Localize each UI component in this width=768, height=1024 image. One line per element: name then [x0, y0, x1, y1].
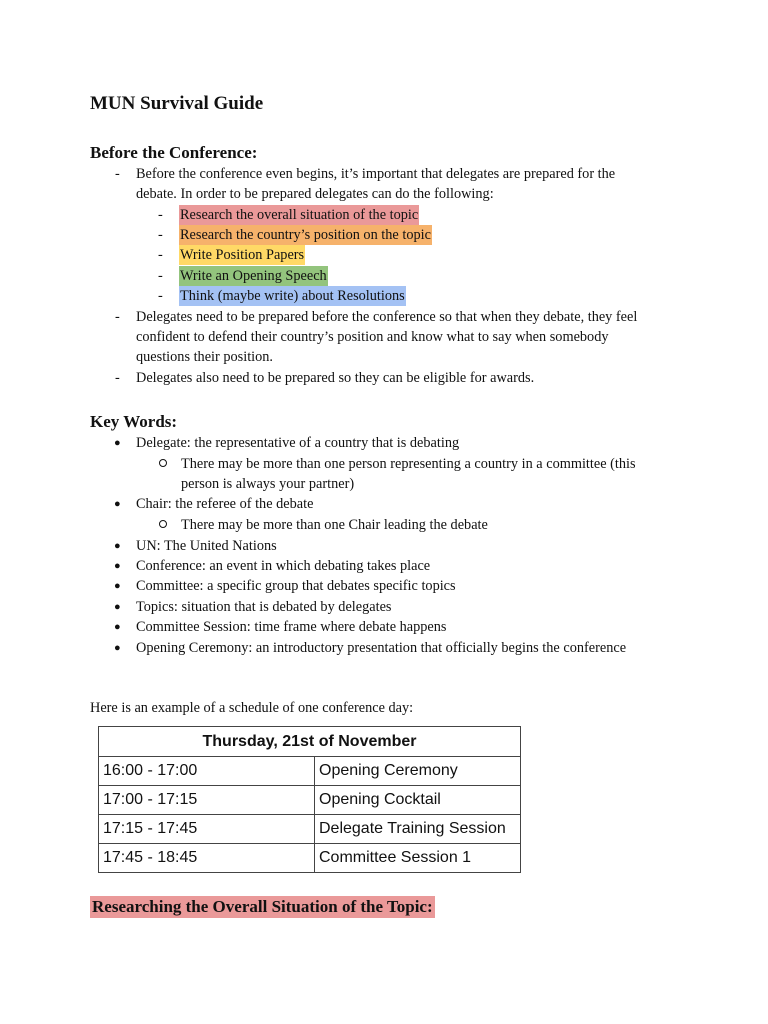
keyword-conference: Conference: an event in which debating takes place — [136, 558, 431, 574]
schedule-header-row — [99, 727, 521, 757]
dash-marker: - — [115, 166, 120, 182]
circle-bullet-icon — [159, 459, 167, 467]
paragraph-2-line-3: questions their position. — [136, 349, 274, 365]
dash-marker: - — [115, 370, 120, 386]
circle-bullet-icon — [159, 520, 167, 528]
table-row — [99, 786, 521, 815]
keyword-delegate-sub-line-2: person is always your partner) — [181, 476, 355, 492]
table-row — [99, 844, 521, 873]
schedule-time-cell: 17:15 - 17:45 — [99, 815, 315, 844]
bullet-icon: ● — [114, 498, 121, 510]
prep-item-research-topic: Research the overall situation of the topic — [180, 207, 419, 223]
keyword-opening-ceremony: Opening Ceremony: an introductory presentation that officially begins the conference — [136, 640, 627, 656]
paragraph-2-line-1: Delegates need to be prepared before the conference so that when they debate, they feel — [136, 309, 638, 325]
key-words-heading: Key Words: — [90, 412, 178, 431]
dash-marker: - — [158, 268, 163, 284]
paragraph-3-line-1: Delegates also need to be prepared so they can be eligible for awards. — [136, 370, 535, 386]
table-row — [99, 757, 521, 786]
table-row — [99, 815, 521, 844]
schedule-event-cell: Opening Ceremony — [315, 757, 521, 786]
bullet-icon: ● — [114, 642, 121, 654]
dash-marker: - — [115, 309, 120, 325]
schedule-time-cell: 17:45 - 18:45 — [99, 844, 315, 873]
schedule-event-cell: Opening Cocktail — [315, 786, 521, 815]
schedule-day-header: Thursday, 21st of November — [99, 727, 521, 757]
keyword-chair-sub: There may be more than one Chair leading the debate — [181, 517, 488, 533]
bullet-icon: ● — [114, 601, 121, 613]
document-title: MUN Survival Guide — [90, 93, 264, 114]
keyword-chair: Chair: the referee of the debate — [136, 496, 314, 512]
researching-topic-heading: Researching the Overall Situation of the Topic: — [92, 897, 433, 916]
dash-marker: - — [158, 247, 163, 263]
schedule-intro: Here is an example of a schedule of one conference day: — [90, 700, 414, 716]
keyword-un: UN: The United Nations — [136, 538, 277, 554]
bullet-icon: ● — [114, 580, 121, 592]
schedule-time-cell: 17:00 - 17:15 — [99, 786, 315, 815]
prep-item-position-papers: Write Position Papers — [180, 247, 305, 263]
prep-item-research-position: Research the country’s position on the topic — [180, 227, 431, 243]
prep-item-opening-speech: Write an Opening Speech — [180, 268, 327, 284]
dash-marker: - — [158, 227, 163, 243]
intro-line-2: debate. In order to be prepared delegates can do the following: — [136, 186, 494, 202]
bullet-icon: ● — [114, 437, 121, 449]
keyword-committee-session: Committee Session: time frame where debate happens — [136, 619, 447, 635]
dash-marker: - — [158, 207, 163, 223]
dash-marker: - — [158, 288, 163, 304]
before-conference-heading: Before the Conference: — [90, 143, 258, 162]
schedule-time-cell: 16:00 - 17:00 — [99, 757, 315, 786]
intro-line-1: Before the conference even begins, it’s important that delegates are prepared for the — [136, 166, 616, 182]
bullet-icon: ● — [114, 540, 121, 552]
prep-item-resolutions: Think (maybe write) about Resolutions — [180, 288, 405, 304]
schedule-table — [98, 726, 521, 873]
keyword-delegate: Delegate: the representative of a country that is debating — [136, 435, 460, 451]
bullet-icon: ● — [114, 560, 121, 572]
keyword-topics: Topics: situation that is debated by delegates — [136, 599, 392, 615]
paragraph-2-line-2: confident to defend their country’s position and know what to say when somebody — [136, 329, 609, 345]
bullet-icon: ● — [114, 621, 121, 633]
schedule-event-cell: Committee Session 1 — [315, 844, 521, 873]
keyword-committee: Committee: a specific group that debates specific topics — [136, 578, 456, 594]
schedule-event-cell: Delegate Training Session — [315, 815, 521, 844]
keyword-delegate-sub-line-1: There may be more than one person representing a country in a committee (this — [181, 456, 636, 472]
